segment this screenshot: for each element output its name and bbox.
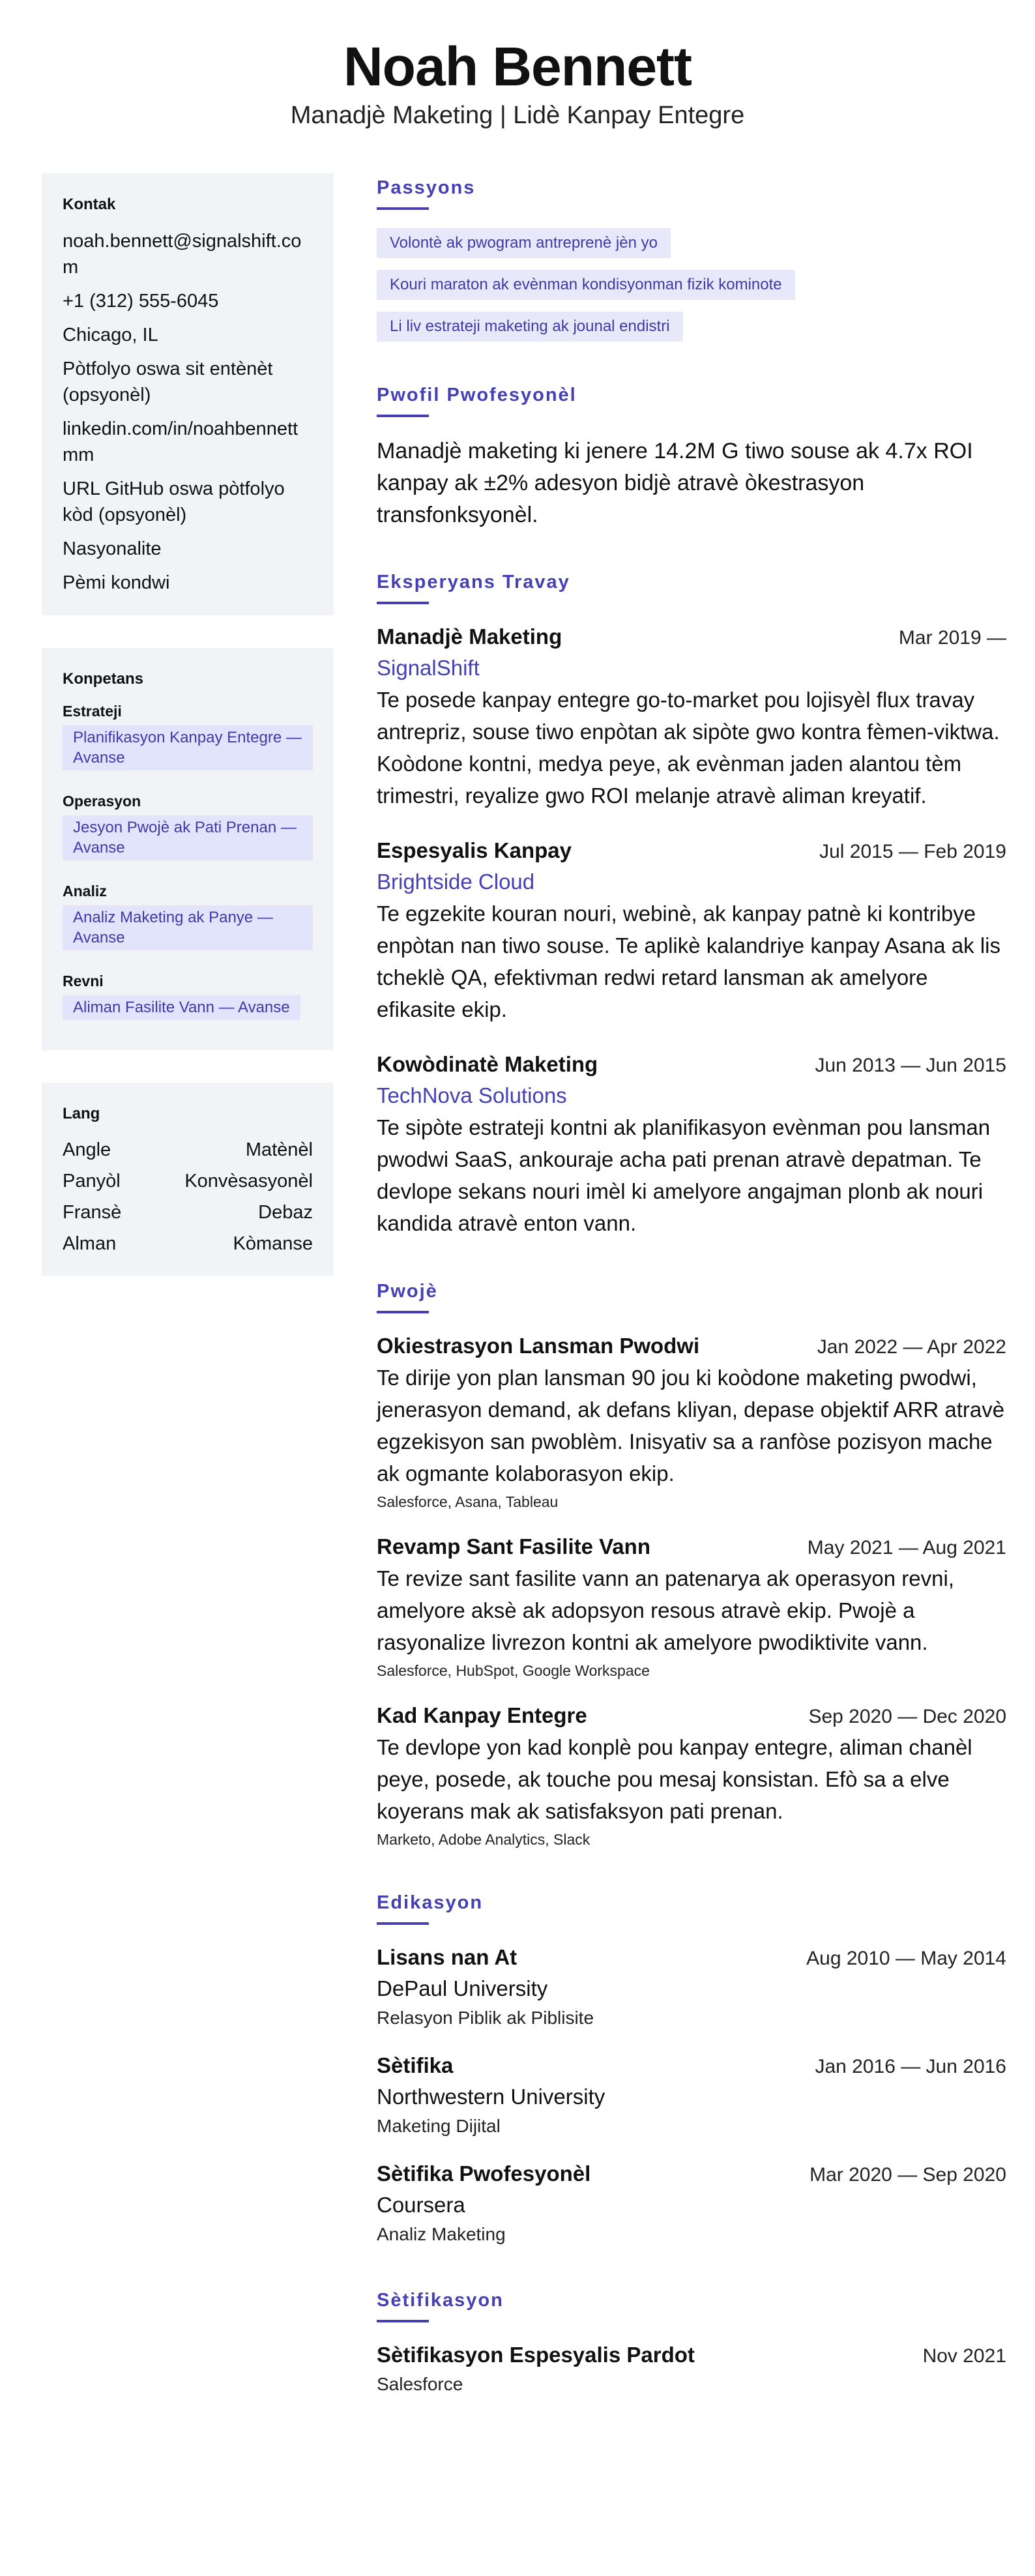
field-of-study: Maketing Dijital [377, 2116, 501, 2136]
education-entry [377, 1943, 1006, 2032]
skills-title: Konpetans [63, 670, 144, 688]
education-dates: Aug 2010 — May 2014 [806, 1948, 1006, 1969]
language-row [63, 1169, 313, 1193]
project-description: Te devlope yon kad konplè pou kanpay entegre, aliman chanèl peye, posede, ak touche pou mesaj konsistan. Efò sa a elve koyerans mak ak satisfaksyon pati prenan. [377, 1735, 972, 1823]
language-name: Angle [63, 1139, 111, 1160]
education-dates: Jan 2016 — Jun 2016 [815, 2056, 1006, 2077]
job-description: Te posede kanpay entegre go-to-market pou lojisyèl flux travay antrepriz, souse tiwo enpòtan ak sipòte gwo kontra fèmen-viktwa. Koòdone kontni, medya peye, ak evènman jaden alantou tèm trimestri, reyalize gwo ROI melanje atravè aliman kreyatif. [377, 688, 1000, 808]
language-row [63, 1231, 313, 1256]
project-entry [377, 1701, 1006, 1851]
project-name: Kad Kanpay Entegre [377, 1703, 587, 1727]
skills-box [42, 648, 334, 1050]
contact-location: Chicago, IL [63, 325, 158, 345]
degree-name: Lisans nan At [377, 1945, 518, 1969]
language-level: Kòmanse [233, 1233, 313, 1254]
experience-entry [377, 1050, 1006, 1239]
job-description: Te egzekite kouran nouri, webinè, ak kanpay patnè ki kontribye enpòtan nan tiwo souse. Te aplikè kalandriye kanpay Asana ak lis tcheklè QA, efektivman redwi retard lansman ak amelyore efikasite ekip. [377, 901, 1001, 1021]
contact-linkedin[interactable]: linkedin.com/in/noahbennettmm [63, 418, 299, 465]
job-dates: Jul 2015 — Feb 2019 [819, 841, 1006, 862]
contact-github: URL GitHub oswa pòtfolyo kòd (opsyonèl) [63, 478, 285, 525]
language-level: Konvèsasyonèl [184, 1171, 313, 1192]
main-content [377, 173, 1006, 2423]
project-description: Te dirije yon plan lansman 90 jou ki koòdone maketing pwodwi, jenerasyon demand, ak defans kliyan, depase objektif ARR atravè egzekisyon san pwoblèm. Inisyativ sa a ranfòse pozisyon mache ak ogmante kolaborasyon ekip. [377, 1366, 1005, 1486]
contact-box [42, 173, 334, 615]
job-title: Kowòdinatè Maketing [377, 1052, 598, 1076]
job-dates: Jun 2013 — Jun 2015 [815, 1055, 1006, 1076]
skill-tag: Analiz Maketing ak Panye — Avanse [63, 905, 313, 950]
language-row [63, 1137, 313, 1162]
project-description: Te revize sant fasilite vann an patenarya ak operasyon revni, amelyore aksè ak adopsyon resous atravè ekip. Pwojè a rasyonalize livrezon kontni ak amelyore pwodiktivite vann. [377, 1566, 955, 1654]
section-divider [377, 207, 429, 210]
education-section [377, 1888, 1006, 2248]
job-title: Espesyalis Kanpay [377, 838, 572, 862]
passion-tag: Li liv estrateji maketing ak jounal endistri [377, 312, 683, 342]
contact-license: Pèmi kondwi [63, 572, 170, 593]
certifications-title: Sètifikasyon [377, 2290, 504, 2311]
profile-summary: Manadjè maketing ki jenere 14.2M G tiwo souse ak 4.7x ROI kanpay ak ±2% adesyon bidjè atravè òkestrasyon transfonksyonèl. [377, 439, 973, 527]
school-name: DePaul University [377, 1976, 548, 2000]
education-dates: Mar 2020 — Sep 2020 [809, 2164, 1006, 2186]
project-tools: Salesforce, HubSpot, Google Workspace [377, 1662, 650, 1679]
contact-portfolio: Pòtfolyo oswa sit entènèt (opsyonèl) [63, 359, 273, 405]
certification-name: Sètifikasyon Espesyalis Pardot [377, 2343, 695, 2367]
school-name: Coursera [377, 2193, 465, 2217]
degree-name: Sètifika Pwofesyonèl [377, 2161, 591, 2186]
field-of-study: Relasyon Piblik ak Piblisite [377, 2008, 594, 2028]
section-divider [377, 1311, 429, 1313]
section-divider [377, 415, 429, 417]
profile-section [377, 381, 1006, 531]
experience-entry [377, 622, 1006, 812]
company-name: TechNova Solutions [377, 1083, 567, 1107]
job-description: Te sipòte estrateji kontni ak planifikasyon evènman pou lansman pwodwi SaaS, ankouraje acha pati prenan atravè depatman. Te devlope sekans nouri imèl ki amelyore angajman plonb ak nouri kandida atravè enton vann. [377, 1115, 991, 1235]
project-dates: Sep 2020 — Dec 2020 [808, 1706, 1006, 1727]
contact-nationality: Nasyonalite [63, 538, 162, 559]
project-tools: Marketo, Adobe Analytics, Slack [377, 1831, 590, 1848]
skill-category: Revni [63, 973, 104, 989]
language-name: Panyòl [63, 1171, 121, 1192]
project-dates: May 2021 — Aug 2021 [807, 1537, 1006, 1559]
job-title: Manadjè Maketing [377, 624, 562, 649]
language-name: Fransè [63, 1202, 122, 1223]
education-entry [377, 2159, 1006, 2248]
project-name: Okiestrasyon Lansman Pwodwi [377, 1334, 700, 1358]
profile-title: Pwofil Pwofesyonèl [377, 385, 577, 405]
certifications-section [377, 2286, 1006, 2398]
candidate-title: Manadjè Maketing | Lidè Kanpay Entegre [290, 102, 745, 129]
project-tools: Salesforce, Asana, Tableau [377, 1493, 559, 1510]
skill-tag: Jesyon Pwojè ak Pati Prenan — Avanse [63, 815, 313, 860]
projects-section [377, 1277, 1006, 1851]
certification-issuer: Salesforce [377, 2374, 463, 2394]
section-divider [377, 1922, 429, 1925]
section-divider [377, 602, 429, 604]
skill-category: Analiz [63, 883, 107, 900]
certification-date: Nov 2021 [922, 2345, 1006, 2367]
passion-tag: Kouri maraton ak evènman kondisyonman fizik kominote [377, 270, 795, 300]
passions-title: Passyons [377, 177, 476, 198]
degree-name: Sètifika [377, 2053, 454, 2077]
experience-title: Eksperyans Travay [377, 572, 570, 593]
languages-title: Lang [63, 1105, 100, 1122]
projects-title: Pwojè [377, 1281, 438, 1302]
passions-section [377, 173, 1006, 353]
contact-phone[interactable]: +1 (312) 555-6045 [63, 291, 219, 312]
language-level: Matènèl [245, 1139, 313, 1160]
experience-section [377, 568, 1006, 1239]
skill-category: Operasyon [63, 793, 141, 810]
project-entry [377, 1332, 1006, 1513]
school-name: Northwestern University [377, 2085, 605, 2109]
project-dates: Jan 2022 — Apr 2022 [817, 1336, 1006, 1358]
language-name: Alman [63, 1233, 117, 1254]
language-row [63, 1200, 313, 1225]
skill-tag: Aliman Fasilite Vann — Avanse [63, 995, 300, 1020]
job-dates: Mar 2019 — [898, 627, 1006, 649]
field-of-study: Analiz Maketing [377, 2224, 506, 2244]
education-title: Edikasyon [377, 1892, 484, 1913]
certification-entry [377, 2341, 1006, 2398]
company-name: SignalShift [377, 656, 480, 680]
section-divider [377, 2320, 429, 2322]
project-entry [377, 1532, 1006, 1682]
candidate-name: Noah Bennett [343, 36, 692, 97]
education-entry [377, 2051, 1006, 2140]
experience-entry [377, 836, 1006, 1025]
passion-tag: Volontè ak pwogram antreprenè jèn yo [377, 228, 671, 258]
skill-category: Estrateji [63, 703, 122, 720]
languages-box [42, 1083, 334, 1276]
resume-header [0, 34, 1035, 132]
skill-tag: Planifikasyon Kanpay Entegre — Avanse [63, 725, 313, 770]
contact-title: Kontak [63, 196, 116, 213]
sidebar [42, 173, 334, 1308]
language-level: Debaz [258, 1202, 313, 1223]
project-name: Revamp Sant Fasilite Vann [377, 1534, 650, 1559]
company-name: Brightside Cloud [377, 870, 535, 894]
contact-email[interactable]: noah.bennett@signalshift.com [63, 231, 302, 278]
